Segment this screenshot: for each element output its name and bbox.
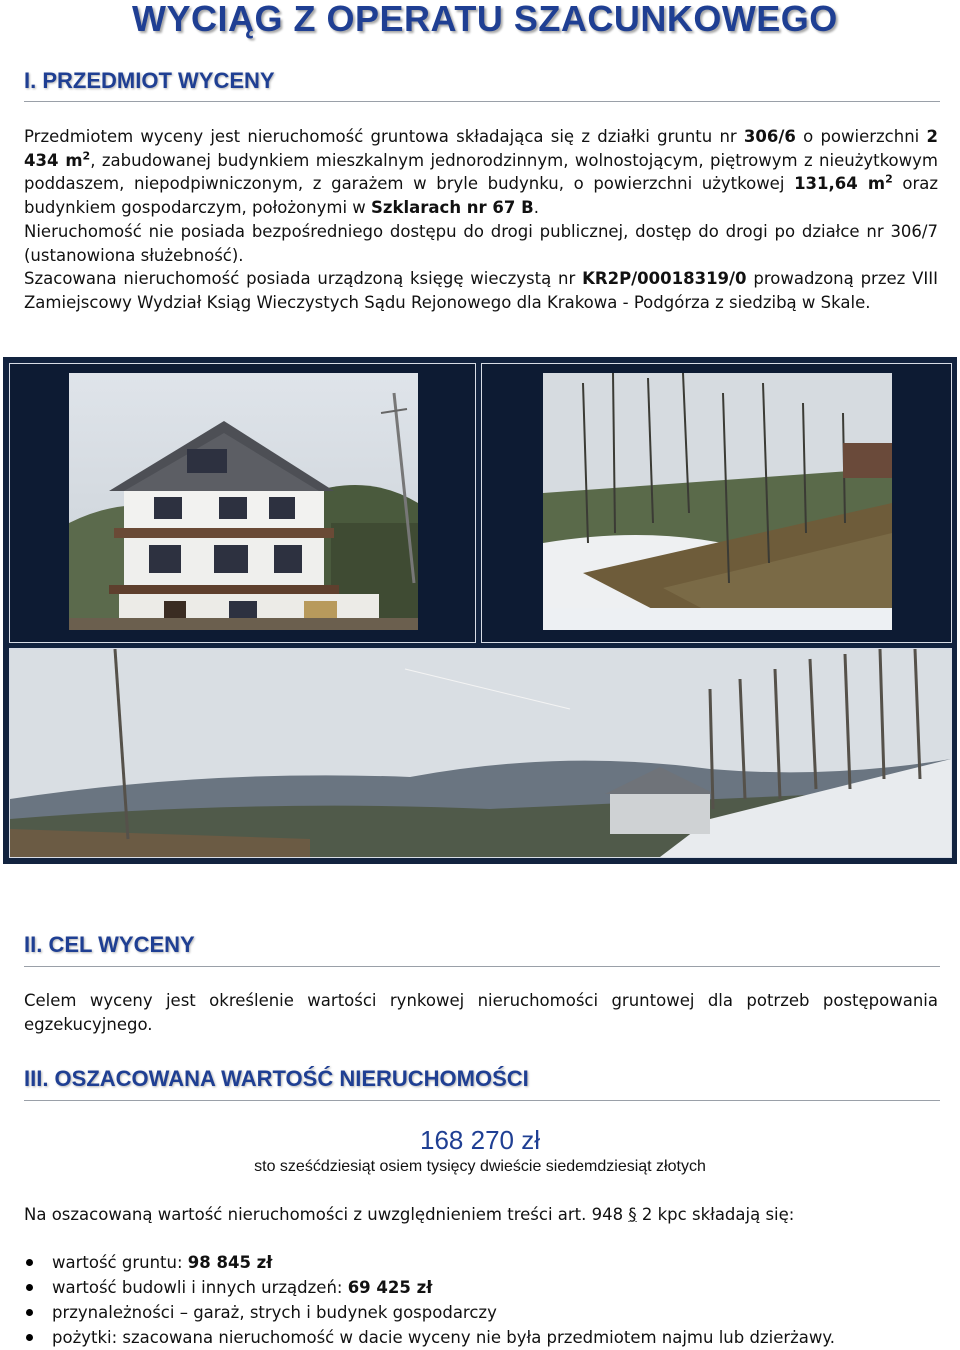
photo-frame-slope [481,363,952,643]
land-register-paragraph: Szacowana nieruchomość posiada urządzoną księgę wieczystą nr KR2P/00018319/0 prowadzoną przez VIII Zamiejscowy Wydział Ksiąg Wieczystych Sądu Rejonowego dla Krakowa - Podgórza z siedzibą w Skale. [24,269,938,312]
section-divider [24,1100,940,1101]
property-description-paragraph: Przedmiotem wyceny jest nieruchomość gruntowa składająca się z działki gruntu nr 306/6 o powierzchni 2 434 $m^2$, zabudowanej budynkiem mieszkalnym jednorodzinnym, wolnostojącym, piętrowym z nieużytkowym poddaszem, niepodpiwniczonym, z garażem w bryle budynku, o powierzchni użytkowej 131,64 $m^2$ oraz budynkiem gospodarczym, położonymi w Szklarach nr 67 B. [24,127,938,217]
road-access-paragraph: Nieruchomość nie posiada bezpośredniego dostępu do drogi publicznej, dostęp do drogi po działce nr 306/7 (ustanowiona służebność). [24,222,938,265]
panorama-photo [10,649,951,857]
photo-frame-house [9,363,476,643]
section-heading-cel: II. CEL WYCENY [24,932,195,957]
section-divider [24,966,940,967]
section-heading-przedmiot: I. PRZEDMIOT WYCENY [24,68,275,93]
list-item: wartość gruntu: 98 845 zł [24,1250,944,1275]
list-item: wartość budowli i innych urządzeń: 69 425 zł [24,1275,944,1300]
purpose-paragraph: Celem wyceny jest określenie wartości rynkowej nieruchomości gruntowej dla potrzeb postępowania egzekucyjnego. [24,991,938,1034]
section-sign-icon: § [628,1205,637,1224]
bullet-icon [26,1309,33,1316]
bullet-icon [26,1259,33,1266]
estimated-value: 168 270 zł [420,1125,540,1155]
bullet-icon [26,1284,33,1291]
section-divider [24,101,940,102]
section-heading-wartosc: III. OSZACOWANA WARTOŚĆ NIERUCHOMOŚCI [24,1066,529,1091]
bullet-icon [26,1334,33,1341]
house-photo [69,373,418,630]
value-components-list [24,1250,944,1350]
estimated-value-in-words: sto sześćdziesiąt osiem tysięcy dwieście siedemdziesiąt złotych [254,1158,706,1175]
photo-frame-panorama [9,648,952,858]
list-item: przynależności – garaż, strych i budynek gospodarczy [24,1300,944,1325]
document-title: WYCIĄG Z OPERATU SZACUNKOWEGO [132,0,838,39]
photo-gallery [3,357,957,864]
slope-photo [543,373,892,630]
value-components-intro: Na oszacowaną wartość nieruchomości z uwzględnieniem treści art. 948 § 2 kpc składają się: [24,1205,795,1224]
list-item: pożytki: szacowana nieruchomość w dacie wyceny nie była przedmiotem najmu lub dzierżawy. [24,1325,944,1350]
